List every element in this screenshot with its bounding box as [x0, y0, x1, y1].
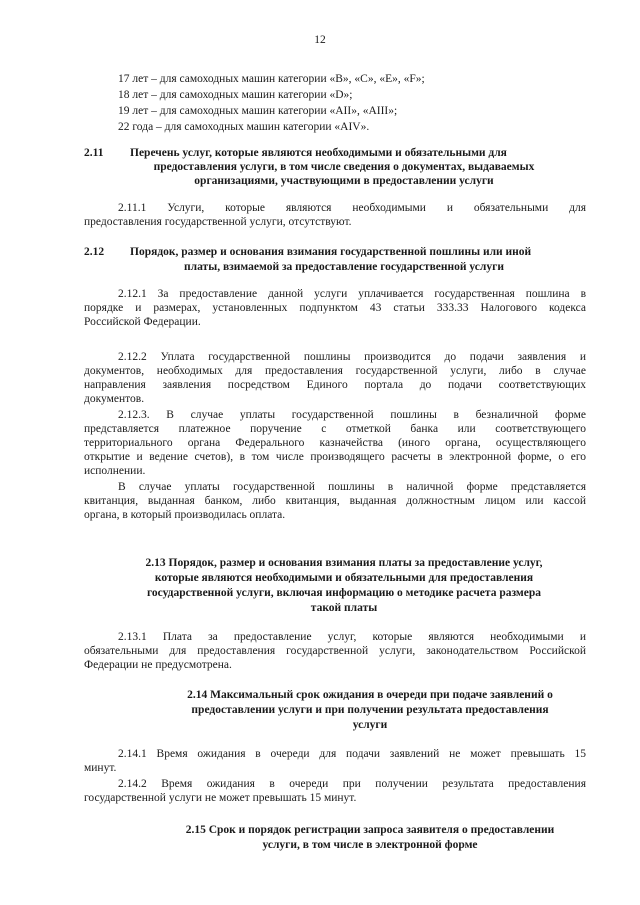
section-number: 2.11 — [84, 147, 104, 159]
paragraph-2-12-1: 2.12.1 За предоставление данной услуги уплачивается государственная пошлина в порядке и размерах, установленных подпунктом 43 статьи 333.33 Налогового кодекса Российской Федерации. — [84, 288, 586, 328]
list-line: 18 лет – для самоходных машин категории «D»; — [118, 89, 353, 101]
paragraph-2-12-3: 2.12.3. В случае уплаты государственной пошлины в безналичной форме представляется платежное поручение с отметкой банка или соответствующего территориального органа Федерального казначейства (иного органа, осуществляющего открытие и ведение счетов), в том числе производящего расчеты в электронной форме, о его исполнении. — [84, 409, 586, 477]
section-number: 2.12 — [84, 246, 105, 258]
list-line: 19 лет – для самоходных машин категории «AII», «AIII»; — [118, 105, 398, 117]
section-heading-line: организациями, участвующими в предоставлении услуги — [194, 175, 494, 187]
paragraph-2-12-2: 2.12.2 Уплата государственной пошлины производится до подачи заявления и документов, необходимых для предоставления государственной услуги, либо в случае направления заявления посредством Единого портала до подачи соответствующих документов. — [84, 351, 586, 405]
page-number: 12 — [314, 34, 326, 46]
list-line: 22 года – для самоходных машин категории «AIV». — [118, 121, 370, 133]
section-heading-line: предоставлении услуги и при получении результата предоставления — [191, 704, 549, 716]
section-heading-line: 2.14 Максимальный срок ожидания в очереди при подаче заявлений о — [187, 689, 553, 701]
paragraph-2-14-1: 2.14.1 Время ожидания в очереди для подачи заявлений не может превышать 15 минут. — [84, 748, 586, 774]
paragraph-2-14-2: 2.14.2 Время ожидания в очереди при получении результата предоставления государственной услуги не может превышать 15 минут. — [84, 778, 586, 804]
section-heading-line: предоставления услуги, в том числе сведения о документах, выдаваемых — [153, 161, 535, 173]
list-line: 17 лет – для самоходных машин категории «B», «C», «E», «F»; — [118, 73, 425, 85]
section-heading-line: услуги — [352, 719, 388, 731]
section-heading-line: такой платы — [310, 602, 378, 614]
section-heading-line: государственной услуги, включая информацию о методике расчета размера — [146, 587, 542, 599]
section-heading-line: услуги, в том числе в электронной форме — [262, 839, 478, 851]
paragraph-2-12-cash: В случае уплаты государственной пошлины в наличной форме представляется квитанция, выданная банком, либо квитанция, выданная должностным лицом или кассой органа, в который производилась оплата. — [84, 481, 586, 521]
section-heading-line: платы, взимаемой за предоставление государственной услуги — [184, 261, 504, 273]
section-heading-line: Перечень услуг, которые являются необходимыми и обязательными для — [130, 147, 507, 159]
paragraph-2-13-1: 2.13.1 Плата за предоставление услуг, которые являются необходимыми и обязательными для предоставления государственной услуги, законодательством Российской Федерации не предусмотрена. — [84, 631, 586, 671]
section-heading-line: Порядок, размер и основания взимания государственной пошлины или иной — [130, 246, 532, 258]
paragraph-2-11-1: 2.11.1 Услуги, которые являются необходимыми и обязательными для предоставления государственной услуги, отсутствуют. — [84, 202, 586, 228]
section-heading-line: которые являются необходимыми и обязательными для предоставления — [154, 572, 534, 584]
section-heading-line: 2.13 Порядок, размер и основания взимания платы за предоставление услуг, — [145, 557, 543, 569]
section-heading-line: 2.15 Срок и порядок регистрации запроса заявителя о предоставлении — [185, 824, 555, 836]
